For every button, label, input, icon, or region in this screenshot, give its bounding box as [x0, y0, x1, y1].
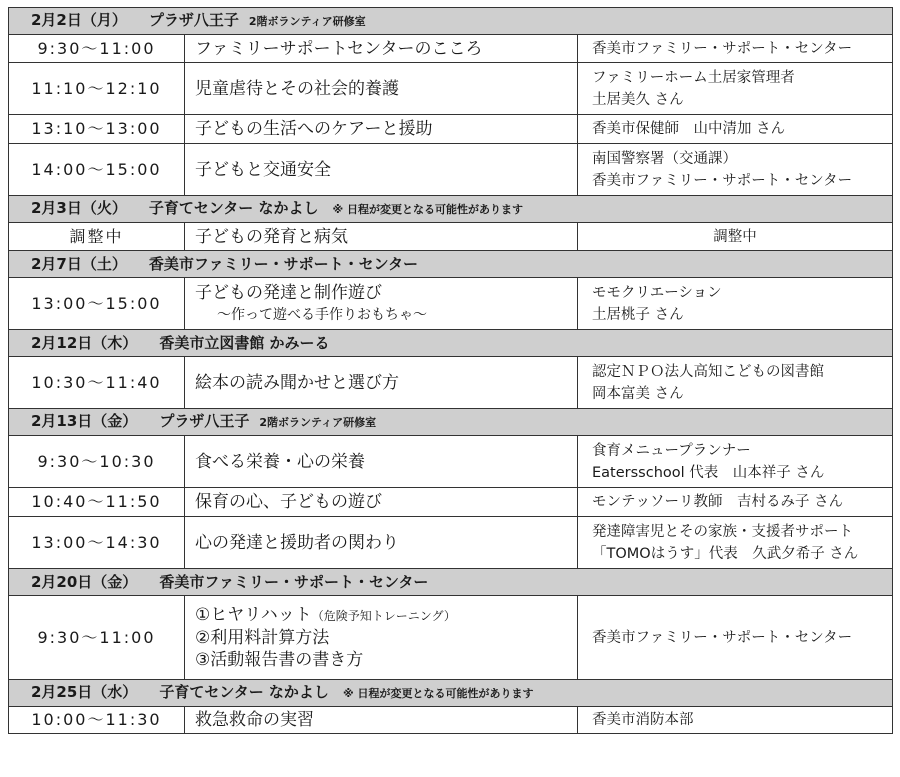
lecturer-line: 香美市ファミリー・サポート・センター [592, 172, 853, 189]
session-row [9, 35, 893, 63]
session-time: 9:30〜11:00 [9, 35, 185, 63]
schedule-table [8, 7, 893, 734]
lecturer-line: 南国警察署（交通課） [592, 150, 737, 167]
topic-line: 救急救命の実習 [195, 710, 314, 730]
lecturer-line: 香美市保健師 山中清加 さん [592, 121, 786, 137]
session-lecturer [578, 488, 893, 517]
topic-line: 食べる栄養・心の栄養 [195, 451, 365, 472]
lecturer-line: モモクリエーション [592, 284, 722, 301]
session-row [9, 436, 893, 488]
day-date: 2月3日（火） [31, 199, 127, 217]
session-topic [185, 223, 578, 251]
session-row [9, 357, 893, 409]
lecturer-line: 香美市消防本部 [592, 712, 694, 728]
session-topic [185, 63, 578, 115]
day-header [9, 680, 893, 707]
day-date: 2月7日（土） [31, 255, 127, 273]
topic-line: ②利用料計算方法 [195, 628, 330, 648]
day-header-cell [9, 409, 893, 436]
session-row [9, 223, 893, 251]
day-header [9, 569, 893, 596]
day-header [9, 409, 893, 436]
schedule-change-note: ※ 日程が変更となる可能性があります [332, 203, 524, 216]
session-lecturer [578, 517, 893, 569]
day-place: 香美市ファミリー・サポート・センター [159, 573, 429, 591]
session-topic [185, 278, 578, 330]
session-lecturer [578, 115, 893, 144]
session-lecturer [578, 35, 893, 63]
session-row [9, 488, 893, 517]
day-header-cell [9, 680, 893, 707]
day-date: 2月25日（水） [31, 683, 138, 701]
topic-line: 子どもの生活へのケアーと援助 [195, 119, 433, 139]
day-header-cell [9, 8, 893, 35]
topic-line: ファミリーサポートセンターのこころ [195, 38, 483, 59]
topic-line: 絵本の読み聞かせと選び方 [195, 372, 399, 393]
session-row [9, 278, 893, 330]
day-date: 2月13日（金） [31, 412, 138, 430]
lecturer-line: Eatersschool 代表 山本祥子 さん [592, 464, 825, 481]
session-time: 9:30〜10:30 [9, 436, 185, 488]
day-header-cell [9, 330, 893, 357]
session-lecturer [578, 63, 893, 115]
session-topic [185, 115, 578, 144]
day-header [9, 251, 893, 278]
lecturer-line: 土居桃子 さん [592, 306, 684, 323]
lecturer-line: ファミリーホーム土居家管理者 [592, 69, 795, 86]
lecturer-line: 食育メニュープランナー [592, 442, 751, 459]
session-time: 13:10〜13:00 [9, 115, 185, 144]
session-topic [185, 35, 578, 63]
session-topic [185, 707, 578, 734]
day-date: 2月2日（月） [31, 11, 127, 29]
topic-line: 児童虐待とその社会的養護 [195, 78, 399, 99]
session-row [9, 596, 893, 680]
session-time: 調整中 [9, 223, 185, 251]
session-lecturer [578, 223, 893, 251]
session-time: 9:30〜11:00 [9, 596, 185, 680]
schedule-wrapper [8, 7, 892, 734]
topic-line: ③活動報告書の書き方 [195, 650, 364, 670]
session-row [9, 144, 893, 196]
session-row [9, 115, 893, 144]
session-row [9, 707, 893, 734]
schedule-change-note: ※ 日程が変更となる可能性があります [342, 687, 534, 700]
day-place: 子育てセンター なかよし [159, 683, 329, 701]
topic-line: 子どもと交通安全 [195, 159, 331, 180]
lecturer-line: 香美市ファミリー・サポート・センター [592, 629, 853, 646]
session-lecturer [578, 144, 893, 196]
day-header [9, 8, 893, 35]
lecturer-line: モンテッソーリ教師 吉村るみ子 さん [592, 494, 844, 510]
lecturer-line: 認定ＮＰＯ法人高知こどもの図書館 [592, 363, 824, 380]
session-topic [185, 517, 578, 569]
day-header-cell [9, 569, 893, 596]
session-time: 10:00〜11:30 [9, 707, 185, 734]
topic-line [195, 604, 577, 627]
session-topic [185, 596, 578, 680]
day-place: 子育てセンター なかよし [148, 199, 319, 217]
lecturer-line: 発達障害児とその家族・支援者サポート [592, 523, 853, 540]
session-time: 10:30〜11:40 [9, 357, 185, 409]
lecturer-line: 調整中 [713, 228, 757, 245]
session-time: 13:00〜15:00 [9, 278, 185, 330]
session-topic [185, 436, 578, 488]
day-date: 2月12日（木） [31, 334, 138, 352]
topic-line: 心の発達と援助者の関わり [195, 532, 399, 553]
day-header-cell [9, 251, 893, 278]
session-topic [185, 357, 578, 409]
day-room: 2階ボランティア研修室 [259, 416, 377, 429]
session-topic [185, 488, 578, 517]
session-lecturer [578, 707, 893, 734]
topic-line-text: ①ヒヤリハット [195, 605, 312, 625]
session-lecturer [578, 596, 893, 680]
session-topic [185, 144, 578, 196]
day-place: 香美市ファミリー・サポート・センター [148, 255, 418, 273]
session-time: 10:40〜11:50 [9, 488, 185, 517]
topic-line: 子どもの発育と病気 [195, 226, 348, 247]
topic-note: （危険予知トレーニング） [311, 609, 456, 623]
lecturer-line: 香美市ファミリー・サポート・センター [592, 40, 853, 57]
session-row [9, 63, 893, 115]
session-lecturer [578, 357, 893, 409]
topic-line: 保育の心、子どもの遊び [195, 492, 382, 512]
session-lecturer [578, 278, 893, 330]
lecturer-line: 岡本富美 さん [592, 385, 684, 402]
topic-subtitle: 〜作って遊べる手作りおもちゃ〜 [217, 306, 427, 323]
day-room: 2階ボランティア研修室 [248, 15, 366, 28]
day-place: プラザ八王子 [159, 412, 250, 430]
day-header [9, 196, 893, 223]
session-time: 11:10〜12:10 [9, 63, 185, 115]
session-lecturer [578, 436, 893, 488]
day-header-cell [9, 196, 893, 223]
session-time: 14:00〜15:00 [9, 144, 185, 196]
session-time: 13:00〜14:30 [9, 517, 185, 569]
day-header [9, 330, 893, 357]
day-place: 香美市立図書館 かみーる [159, 334, 330, 352]
lecturer-line: 土居美久 さん [592, 91, 684, 108]
day-date: 2月20日（金） [31, 573, 138, 591]
session-row [9, 517, 893, 569]
day-place: プラザ八王子 [148, 11, 239, 29]
lecturer-line: 「TOMOはうす」代表 久武夕希子 さん [592, 545, 859, 562]
topic-line: 子どもの発達と制作遊び [195, 282, 382, 303]
